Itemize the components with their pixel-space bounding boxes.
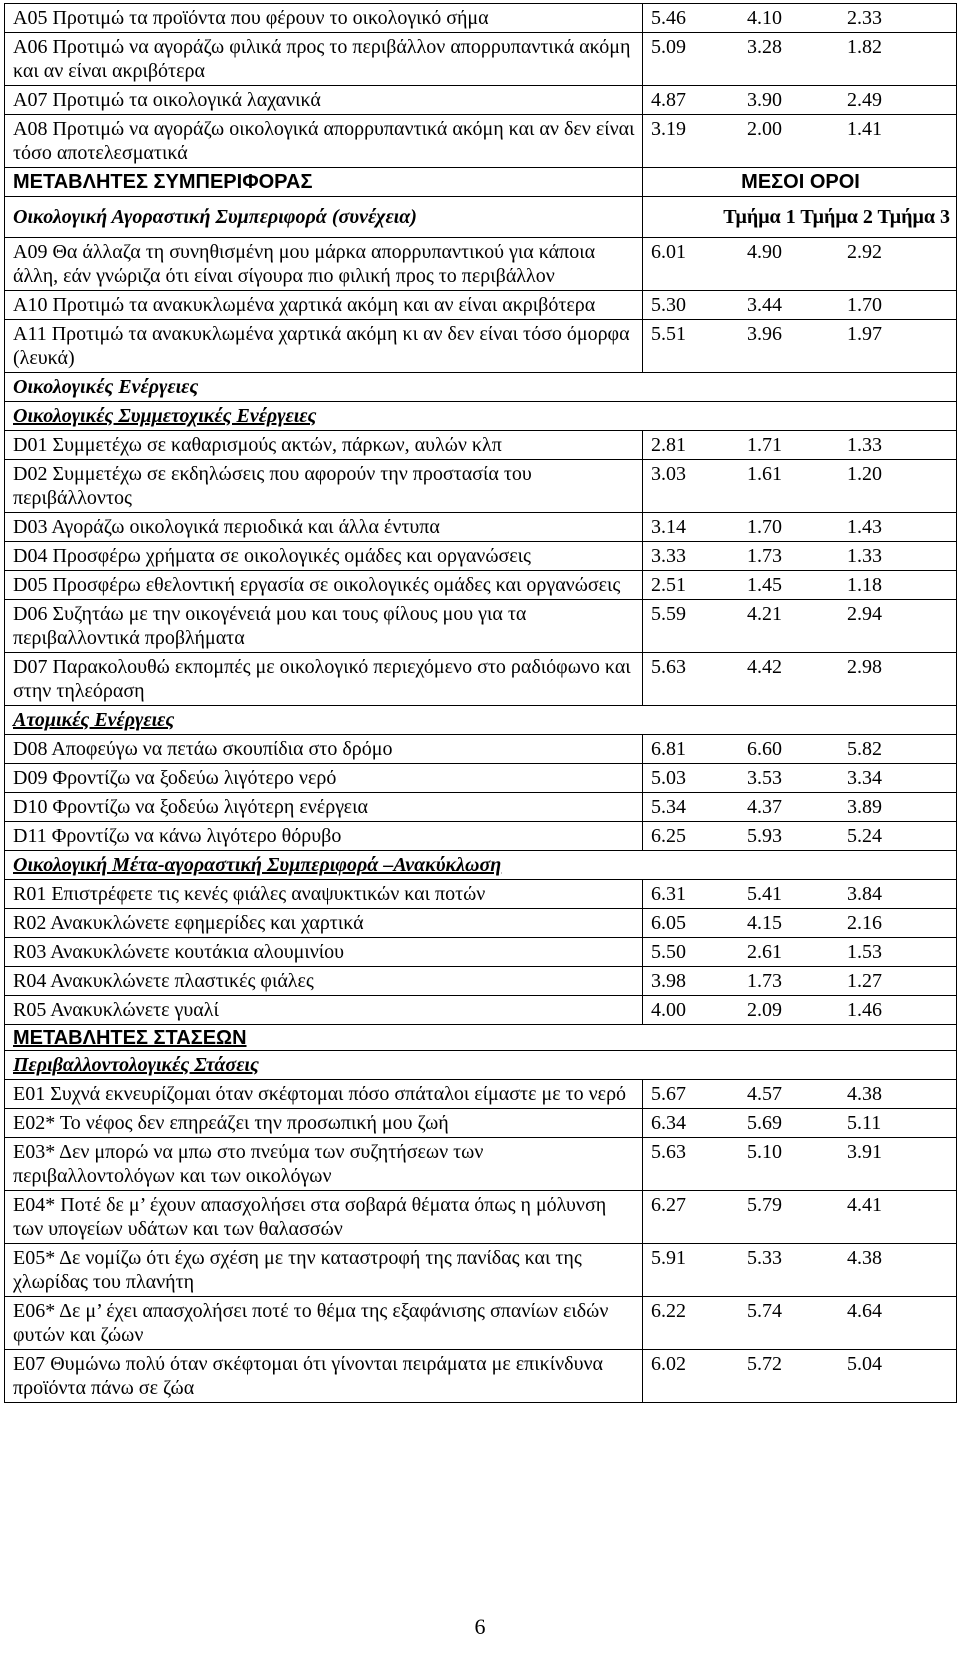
item-code: A07: [13, 89, 48, 111]
mean-values-cell: [643, 1244, 957, 1297]
mean-value-segment-1: 5.63: [651, 1141, 686, 1163]
mean-value-segment-2: 5.41: [747, 883, 782, 905]
mean-value-segment-1: 4.87: [651, 89, 686, 111]
item-text: Αγοράζω οικολογικά περιοδικά και άλλα έντυπα: [51, 516, 440, 538]
mean-value-segment-2: 1.70: [747, 516, 782, 538]
item-code: D10: [13, 796, 48, 818]
mean-value-segment-2: 6.60: [747, 738, 782, 760]
mean-values-cell: [643, 431, 957, 460]
means-table: [4, 3, 957, 1403]
mean-value-segment-1: 6.22: [651, 1300, 686, 1322]
item-text: Προτιμώ τα ανακυκλωμένα χαρτικά ακόμη κι αν δεν είναι τόσο όμορφα (λευκά): [13, 323, 630, 369]
item-cell: [5, 793, 643, 822]
table-row: [5, 822, 957, 851]
mean-values-cell: [643, 938, 957, 967]
segment-column-1: Τμήμα 1: [723, 206, 796, 228]
item-code: A11: [13, 323, 47, 345]
mean-value-segment-3: 1.97: [847, 323, 882, 345]
item-text: Δε νομίζω ότι έχω σχέση με την καταστροφή της πανίδας και της χλωρίδας του πλανήτη: [13, 1247, 582, 1293]
category-environmental-attitudes: [5, 1051, 957, 1080]
segment-column-2: Τμήμα 2: [800, 206, 873, 228]
mean-value-segment-3: 1.82: [847, 36, 882, 58]
item-code: A09: [13, 241, 48, 263]
table-row: [5, 33, 957, 86]
item-cell: [5, 600, 643, 653]
category-individual-actions: [5, 706, 957, 735]
mean-value-segment-2: 4.90: [747, 241, 782, 263]
mean-values-cell: [643, 909, 957, 938]
mean-value-segment-3: 2.49: [847, 89, 882, 111]
table-row: [5, 513, 957, 542]
table-row: [5, 1244, 957, 1297]
item-code: R04: [13, 970, 47, 992]
mean-value-segment-2: 1.45: [747, 574, 782, 596]
item-text: Συζητάω με την οικογένειά μου και τους φίλους μου για τα περιβαλλοντικά προβλήματα: [13, 603, 527, 649]
category-row: [5, 851, 957, 880]
table-row: [5, 1350, 957, 1403]
item-code: E06*: [13, 1300, 56, 1322]
item-code: E05*: [13, 1247, 56, 1269]
mean-value-segment-3: 5.11: [847, 1112, 882, 1134]
mean-value-segment-3: 2.33: [847, 7, 882, 29]
item-cell: [5, 1297, 643, 1350]
item-code: D05: [13, 574, 48, 596]
mean-value-segment-1: 6.31: [651, 883, 686, 905]
item-text: Φροντίζω να ξοδεύω λιγότερη ενέργεια: [52, 796, 368, 818]
subheader-title: [5, 197, 643, 238]
category-environmental-attitudes-label: Περιβαλλοντολογικές Στάσεις: [13, 1054, 259, 1076]
mean-value-segment-1: 2.51: [651, 574, 686, 596]
mean-value-segment-3: 1.70: [847, 294, 882, 316]
table-row: [5, 1297, 957, 1350]
item-text: Προσφέρω χρήματα σε οικολογικές ομάδες και οργανώσεις: [52, 545, 531, 567]
item-cell: [5, 1109, 643, 1138]
category-row: [5, 373, 957, 402]
mean-value-segment-2: 5.10: [747, 1141, 782, 1163]
mean-values-cell: [643, 1297, 957, 1350]
item-text: Ανακυκλώνετε εφημερίδες και χαρτικά: [50, 912, 364, 934]
category-individual-actions-label: Ατομικές Ενέργειες: [13, 709, 175, 731]
mean-value-segment-1: 3.14: [651, 516, 686, 538]
item-cell: [5, 735, 643, 764]
mean-values-cell: [643, 513, 957, 542]
item-cell: [5, 764, 643, 793]
mean-value-segment-1: 5.59: [651, 603, 686, 625]
category-row: [5, 402, 957, 431]
section-header-row: [5, 168, 957, 197]
item-text: Το νέφος δεν επηρεάζει την προσωπική μου ζωή: [59, 1112, 449, 1134]
item-code: A06: [13, 36, 48, 58]
item-cell: [5, 542, 643, 571]
item-text: Προσφέρω εθελοντική εργασία σε οικολογικές ομάδες και οργανώσεις: [52, 574, 621, 596]
item-cell: [5, 33, 643, 86]
mean-value-segment-3: 3.84: [847, 883, 882, 905]
item-text: Αποφεύγω να πετάω σκουπίδια στο δρόμο: [51, 738, 393, 760]
mean-value-segment-3: 4.41: [847, 1194, 882, 1216]
mean-values-cell: [643, 1350, 957, 1403]
item-text: Θα άλλαζα τη συνηθισμένη μου μάρκα απορρυπαντικού για κάποια άλλη, εάν γνώριζα ότι είναι σίγουρα πιο φιλική προς το περιβάλλον: [13, 241, 596, 287]
mean-values-cell: [643, 764, 957, 793]
category-participatory-actions-label: Οικολογικές Συμμετοχικές Ενέργειες: [13, 405, 317, 427]
item-cell: [5, 1350, 643, 1403]
category-ecological-actions-label: Οικολογικές Ενέργειες: [13, 376, 199, 398]
item-text: Ανακυκλώνετε πλαστικές φιάλες: [50, 970, 314, 992]
mean-value-segment-3: 4.64: [847, 1300, 882, 1322]
item-text: Προτιμώ να αγοράζω οικολογικά απορρυπαντικά ακόμη και αν δεν είναι τόσο αποτελεσματικά: [13, 118, 635, 164]
item-text: Προτιμώ τα οικολογικά λαχανικά: [52, 89, 321, 111]
mean-value-segment-1: 6.81: [651, 738, 686, 760]
mean-value-segment-2: 1.73: [747, 970, 782, 992]
mean-value-segment-1: 6.27: [651, 1194, 686, 1216]
mean-value-segment-2: 1.61: [747, 463, 782, 485]
mean-value-segment-1: 6.25: [651, 825, 686, 847]
category-recycling-label: Οικολογική Μέτα-αγοραστική Συμπεριφορά –Ανακύκλωση: [13, 854, 502, 876]
table-row: [5, 4, 957, 33]
mean-value-segment-1: 6.05: [651, 912, 686, 934]
mean-values-cell: [643, 33, 957, 86]
item-code: D07: [13, 656, 48, 678]
means-header: [643, 168, 957, 197]
mean-value-segment-1: 5.50: [651, 941, 686, 963]
segment-columns-header: [643, 197, 957, 238]
category-recycling: [5, 851, 957, 880]
mean-value-segment-1: 5.91: [651, 1247, 686, 1269]
mean-value-segment-3: 5.24: [847, 825, 882, 847]
item-code: E02*: [13, 1112, 56, 1134]
table-row: [5, 909, 957, 938]
item-text: Δεν μπορώ να μπω στο πνεύμα των συζητήσεων των περιβαλλοντολόγων και των οικολόγων: [13, 1141, 484, 1187]
page-number: 6: [474, 1614, 486, 1639]
item-code: R03: [13, 941, 47, 963]
mean-value-segment-3: 1.33: [847, 545, 882, 567]
table-row: [5, 571, 957, 600]
mean-value-segment-3: 1.20: [847, 463, 882, 485]
mean-values-cell: [643, 542, 957, 571]
category-participatory-actions: [5, 402, 957, 431]
mean-value-segment-1: 5.03: [651, 767, 686, 789]
mean-values-cell: [643, 653, 957, 706]
item-code: R01: [13, 883, 47, 905]
mean-value-segment-3: 4.38: [847, 1247, 882, 1269]
mean-value-segment-1: 6.02: [651, 1353, 686, 1375]
item-code: E04*: [13, 1194, 56, 1216]
mean-value-segment-1: 5.30: [651, 294, 686, 316]
mean-value-segment-2: 2.09: [747, 999, 782, 1021]
mean-value-segment-1: 3.03: [651, 463, 686, 485]
item-text: Επιστρέφετε τις κενές φιάλες αναψυκτικών και ποτών: [51, 883, 486, 905]
mean-values-cell: [643, 1080, 957, 1109]
attitudes-header: [5, 1025, 957, 1051]
mean-value-segment-3: 3.89: [847, 796, 882, 818]
mean-values-cell: [643, 880, 957, 909]
mean-value-segment-3: 1.41: [847, 118, 882, 140]
mean-value-segment-1: 5.34: [651, 796, 686, 818]
mean-value-segment-3: 5.04: [847, 1353, 882, 1375]
mean-value-segment-2: 5.69: [747, 1112, 782, 1134]
item-text: Προτιμώ τα ανακυκλωμένα χαρτικά ακόμη και αν είναι ακριβότερα: [52, 294, 596, 316]
mean-value-segment-2: 5.33: [747, 1247, 782, 1269]
mean-value-segment-2: 3.96: [747, 323, 782, 345]
item-cell: [5, 880, 643, 909]
item-code: A08: [13, 118, 48, 140]
mean-value-segment-1: 3.19: [651, 118, 686, 140]
item-text: Δε μ’ έχει απασχολήσει ποτέ το θέμα της εξαφάνισης σπανίων ειδών φυτών και ζώων: [13, 1300, 609, 1346]
table-row: [5, 291, 957, 320]
mean-value-segment-2: 3.44: [747, 294, 782, 316]
mean-value-segment-1: 5.46: [651, 7, 686, 29]
mean-value-segment-1: 5.63: [651, 656, 686, 678]
category-ecological-actions: [5, 373, 957, 402]
table-row: [5, 1080, 957, 1109]
item-text: Φροντίζω να κάνω λιγότερο θόρυβο: [51, 825, 342, 847]
item-cell: [5, 996, 643, 1025]
mean-value-segment-1: 5.51: [651, 323, 686, 345]
mean-value-segment-3: 1.33: [847, 434, 882, 456]
mean-value-segment-1: 4.00: [651, 999, 686, 1021]
table-row: [5, 1109, 957, 1138]
table-row: [5, 653, 957, 706]
item-cell: [5, 822, 643, 851]
item-text: Θυμώνω πολύ όταν σκέφτομαι ότι γίνονται πειράματα με επικίνδυνα προϊόντα πάνω σε ζώα: [13, 1353, 603, 1399]
item-text: Προτιμώ τα προϊόντα που φέρουν το οικολογικό σήμα: [52, 7, 489, 29]
mean-value-segment-2: 5.93: [747, 825, 782, 847]
mean-value-segment-3: 3.34: [847, 767, 882, 789]
table-row: [5, 996, 957, 1025]
item-text: Προτιμώ να αγοράζω φιλικά προς το περιβάλλον απορρυπαντικά ακόμη και αν είναι ακριβότερα: [13, 36, 631, 82]
item-cell: [5, 4, 643, 33]
mean-value-segment-2: 5.74: [747, 1300, 782, 1322]
table-row: [5, 735, 957, 764]
item-code: R02: [13, 912, 47, 934]
table-row: [5, 764, 957, 793]
mean-value-segment-1: 6.01: [651, 241, 686, 263]
item-cell: [5, 238, 643, 291]
item-cell: [5, 431, 643, 460]
table-row: [5, 542, 957, 571]
mean-value-segment-2: 4.15: [747, 912, 782, 934]
table-row: [5, 1138, 957, 1191]
mean-value-segment-1: 2.81: [651, 434, 686, 456]
mean-value-segment-2: 4.37: [747, 796, 782, 818]
mean-value-segment-1: 3.98: [651, 970, 686, 992]
mean-values-cell: [643, 967, 957, 996]
item-cell: [5, 1138, 643, 1191]
item-code: D03: [13, 516, 48, 538]
item-code: D01: [13, 434, 48, 456]
mean-values-cell: [643, 571, 957, 600]
mean-values-cell: [643, 4, 957, 33]
item-code: E03*: [13, 1141, 56, 1163]
item-cell: [5, 1080, 643, 1109]
item-code: D11: [13, 825, 47, 847]
mean-value-segment-2: 2.00: [747, 118, 782, 140]
item-code: A05: [13, 7, 48, 29]
item-text: Ανακυκλώνετε γυαλί: [50, 999, 219, 1021]
item-text: Συμμετέχω σε καθαρισμούς ακτών, πάρκων, αυλών κλπ: [52, 434, 502, 456]
table-row: [5, 86, 957, 115]
variables-header: [5, 168, 643, 197]
item-cell: [5, 653, 643, 706]
item-text: Συμμετέχω σε εκδηλώσεις που αφορούν την προστασία του περιβάλλοντος: [13, 463, 532, 509]
mean-values-cell: [643, 1109, 957, 1138]
table-row: [5, 793, 957, 822]
mean-values-cell: [643, 238, 957, 291]
table-row: [5, 938, 957, 967]
mean-values-cell: [643, 822, 957, 851]
mean-value-segment-2: 1.73: [747, 545, 782, 567]
segment-column-3: Τμήμα 3: [877, 206, 950, 228]
table-row: [5, 320, 957, 373]
mean-value-segment-3: 1.18: [847, 574, 882, 596]
mean-values-cell: [643, 793, 957, 822]
item-cell: [5, 967, 643, 996]
mean-value-segment-3: 1.46: [847, 999, 882, 1021]
mean-values-cell: [643, 600, 957, 653]
table-row: [5, 600, 957, 653]
mean-value-segment-3: 2.98: [847, 656, 882, 678]
mean-value-segment-3: 2.92: [847, 241, 882, 263]
mean-values-cell: [643, 735, 957, 764]
mean-values-cell: [643, 460, 957, 513]
mean-values-cell: [643, 291, 957, 320]
mean-value-segment-2: 4.21: [747, 603, 782, 625]
means-header-label: ΜΕΣΟΙ ΟΡΟΙ: [741, 171, 860, 193]
table-row: [5, 238, 957, 291]
item-code: D02: [13, 463, 48, 485]
mean-value-segment-3: 1.43: [847, 516, 882, 538]
mean-value-segment-3: 4.38: [847, 1083, 882, 1105]
mean-value-segment-2: 4.57: [747, 1083, 782, 1105]
item-code: R05: [13, 999, 47, 1021]
item-cell: [5, 1244, 643, 1297]
table-row: [5, 431, 957, 460]
table-row: [5, 115, 957, 168]
mean-value-segment-3: 2.94: [847, 603, 882, 625]
item-cell: [5, 291, 643, 320]
subheader-title-label: Οικολογική Αγοραστική Συμπεριφορά (συνέχεια): [13, 206, 417, 228]
item-cell: [5, 571, 643, 600]
mean-value-segment-3: 1.27: [847, 970, 882, 992]
attitudes-header-row: [5, 1025, 957, 1051]
item-code: E07: [13, 1353, 46, 1375]
attitudes-header-label: ΜΕΤΑΒΛΗΤΕΣ ΣΤΑΣΕΩΝ: [13, 1027, 247, 1049]
item-cell: [5, 513, 643, 542]
table-row: [5, 460, 957, 513]
mean-value-segment-2: 5.72: [747, 1353, 782, 1375]
item-text: Ανακυκλώνετε κουτάκια αλουμινίου: [50, 941, 345, 963]
mean-value-segment-3: 5.82: [847, 738, 882, 760]
mean-value-segment-3: 1.53: [847, 941, 882, 963]
item-code: D06: [13, 603, 48, 625]
mean-value-segment-1: 3.33: [651, 545, 686, 567]
mean-values-cell: [643, 1138, 957, 1191]
mean-value-segment-2: 4.10: [747, 7, 782, 29]
mean-values-cell: [643, 996, 957, 1025]
mean-values-cell: [643, 320, 957, 373]
mean-value-segment-3: 3.91: [847, 1141, 882, 1163]
mean-value-segment-3: 2.16: [847, 912, 882, 934]
mean-value-segment-2: 3.28: [747, 36, 782, 58]
mean-value-segment-2: 1.71: [747, 434, 782, 456]
item-cell: [5, 86, 643, 115]
means-table-body: [5, 4, 957, 1403]
item-code: A10: [13, 294, 48, 316]
item-text: Ποτέ δε μ’ έχουν απασχολήσει στα σοβαρά θέματα όπως η μόλυνση των υπογείων υδάτων και των θαλασσών: [13, 1194, 607, 1240]
item-text: Συχνά εκνευρίζομαι όταν σκέφτομαι πόσο σπάταλοι είμαστε με το νερό: [50, 1083, 627, 1105]
item-text: Παρακολουθώ εκπομπές με οικολογικό περιεχόμενο στο ραδιόφωνο και στην τηλεόραση: [13, 656, 631, 702]
item-cell: [5, 1191, 643, 1244]
item-cell: [5, 938, 643, 967]
item-code: D04: [13, 545, 48, 567]
mean-value-segment-2: 5.79: [747, 1194, 782, 1216]
item-code: D09: [13, 767, 48, 789]
item-cell: [5, 460, 643, 513]
variables-header-label: ΜΕΤΑΒΛΗΤΕΣ ΣΥΜΠΕΡΙΦΟΡΑΣ: [13, 171, 313, 193]
mean-value-segment-2: 3.53: [747, 767, 782, 789]
mean-value-segment-2: 2.61: [747, 941, 782, 963]
mean-value-segment-1: 6.34: [651, 1112, 686, 1134]
item-code: E01: [13, 1083, 46, 1105]
item-cell: [5, 909, 643, 938]
item-code: D08: [13, 738, 48, 760]
mean-value-segment-2: 4.42: [747, 656, 782, 678]
mean-value-segment-2: 3.90: [747, 89, 782, 111]
mean-value-segment-1: 5.67: [651, 1083, 686, 1105]
table-row: [5, 967, 957, 996]
mean-values-cell: [643, 1191, 957, 1244]
item-cell: [5, 115, 643, 168]
table-row: [5, 1191, 957, 1244]
mean-values-cell: [643, 115, 957, 168]
mean-values-cell: [643, 86, 957, 115]
item-text: Φροντίζω να ξοδεύω λιγότερο νερό: [52, 767, 337, 789]
subheader-row: [5, 197, 957, 238]
category-row: [5, 706, 957, 735]
item-cell: [5, 320, 643, 373]
category-row: [5, 1051, 957, 1080]
mean-value-segment-1: 5.09: [651, 36, 686, 58]
table-row: [5, 880, 957, 909]
